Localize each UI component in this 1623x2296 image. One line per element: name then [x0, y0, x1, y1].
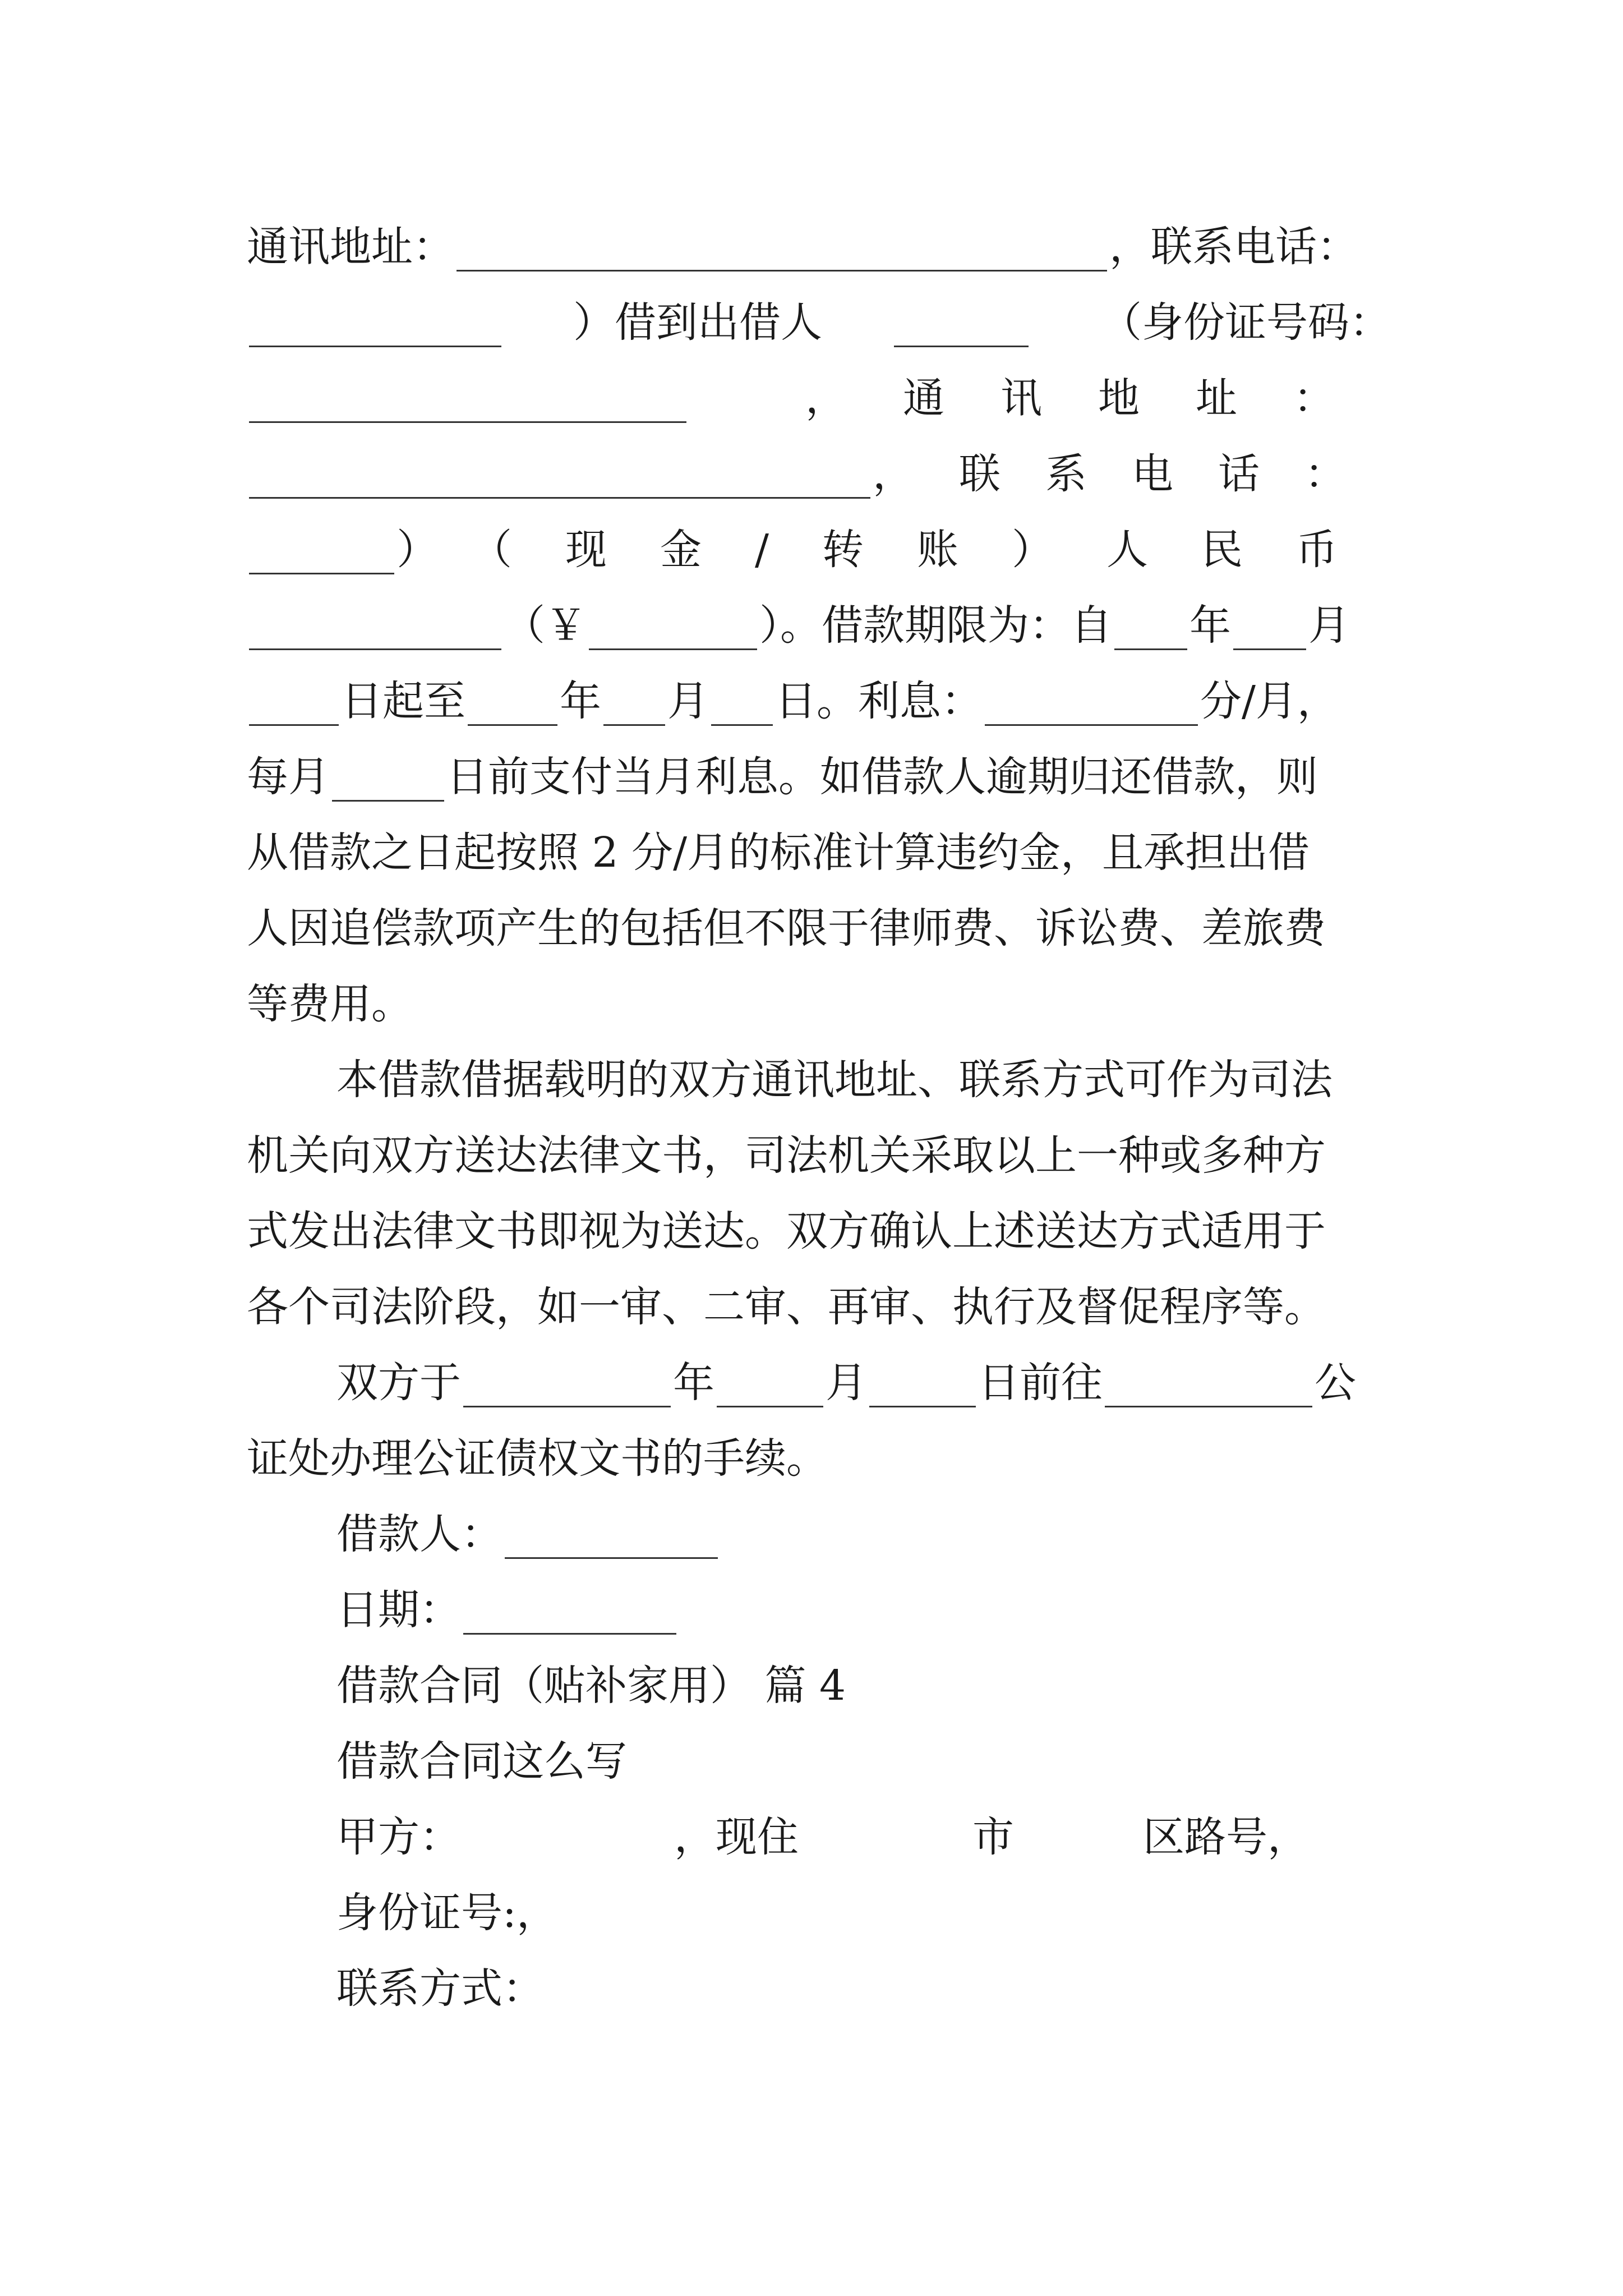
blank-field — [249, 601, 501, 650]
text-line: ）（现金/转账）人民币 — [247, 519, 1391, 581]
signature-borrower-line: 借款人： — [336, 1503, 1391, 1565]
blank-field — [249, 677, 339, 726]
text-line: （￥ ）。借款期限为：自 年 月 — [247, 595, 1391, 656]
text-line: 本借款借据载明的双方通讯地址、联系方式可作为司法 — [336, 1056, 1332, 1104]
blank-field — [332, 753, 444, 802]
blank-field — [249, 374, 686, 423]
date-blank — [463, 1586, 676, 1635]
blank-field — [1233, 601, 1306, 650]
blank-field — [589, 601, 757, 650]
text-line: 各个司法阶段，如一审、二审、再审、执行及督促程序等。 — [247, 1283, 1326, 1331]
signature-date-line: 日期： — [336, 1579, 1391, 1641]
section-heading: 借款合同（贴补家用） 篇 4 — [336, 1662, 846, 1710]
party-a-line: 甲方： ，现住 市 区路号， — [336, 1813, 1309, 1861]
blank-field — [468, 677, 557, 726]
text-line: 从借款之日起按照 2 分/月的标准计算违约金，且承担出借 — [247, 829, 1310, 877]
text-line: 式发出法律文书即视为送达。双方确认上述送达方式适用于 — [247, 1207, 1326, 1255]
blank-field — [457, 223, 1107, 272]
text-line: 等费用。 — [247, 980, 413, 1028]
text-line: 日起至 年 月 日。利息： 分/月， — [247, 670, 1391, 732]
blank-field — [894, 298, 1029, 347]
text-line: ）借到出借人 （身份证号码： — [247, 292, 1391, 353]
blank-field — [463, 1359, 671, 1407]
contact-line: 联系方式： — [336, 1964, 544, 2013]
text-line: 人因追偿款项产生的包括但不限于律师费、诉讼费、差旅费 — [247, 904, 1326, 953]
text-line: 机关向双方送达法律文书，司法机关采取以上一种或多种方 — [247, 1131, 1326, 1180]
blank-field — [603, 677, 665, 726]
text-line: ，通讯地址： — [247, 367, 1391, 429]
borrower-blank — [505, 1510, 718, 1559]
blank-field — [1114, 601, 1187, 650]
text-line: 双方于 年 月 日前往 公 — [336, 1359, 1356, 1407]
blank-field — [249, 526, 394, 574]
blank-field — [711, 677, 773, 726]
text-line: 通讯地址： ，联系电话： — [247, 223, 1358, 271]
blank-field — [249, 298, 501, 347]
text-line: ，联系电话： — [247, 443, 1391, 505]
text-line: 借款合同这么写 — [336, 1737, 627, 1786]
blank-field — [249, 450, 870, 499]
blank-field — [717, 1359, 823, 1407]
blank-field — [869, 1359, 976, 1407]
blank-field — [1105, 1359, 1312, 1407]
blank-field — [985, 677, 1198, 726]
text-line: 证处办理公证债权文书的手续。 — [247, 1434, 828, 1483]
id-number-line: 身份证号:， — [336, 1889, 558, 1937]
text-line: 每月 日前支付当月利息。如借款人逾期归还借款，则 — [247, 753, 1318, 801]
